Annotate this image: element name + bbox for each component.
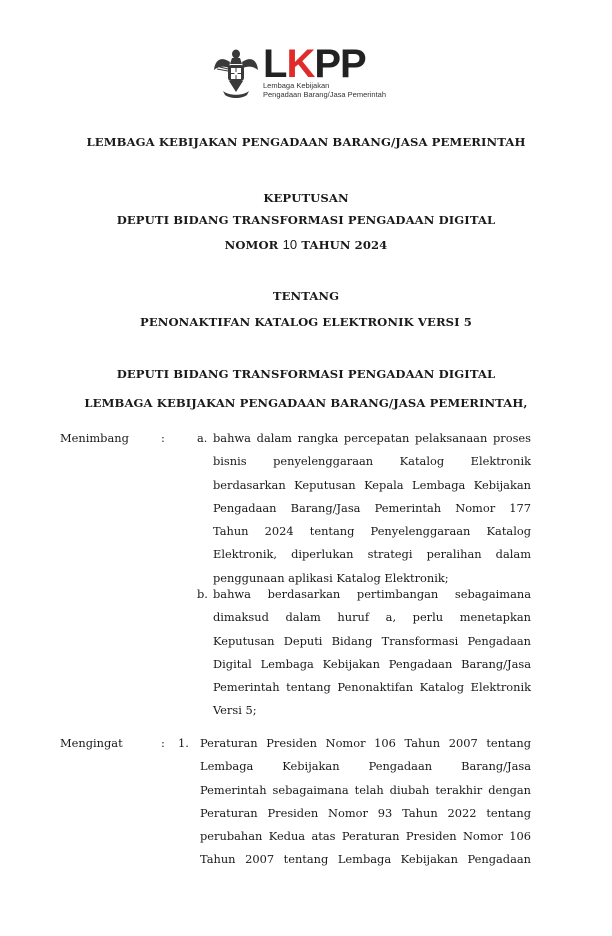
subject-heading: PENONAKTIFAN KATALOG ELEKTRONIK VERSI 5 (140, 315, 472, 329)
text-line: bahwa dalam rangka percepatan pelaksanaan proses (213, 431, 531, 445)
text-line: Tahun 2007 tentang Lembaga Kebijakan Pengadaan (200, 852, 531, 867)
logo-subtitle-line1: Lembaga Kebijakan (263, 81, 330, 90)
text-line: Tahun 2024 tentang Penyelenggaraan Katalog (213, 524, 531, 539)
issuer-heading: DEPUTI BIDANG TRANSFORMASI PENGADAAN DIGITAL (116, 213, 496, 227)
text-line: penggunaan aplikasi Katalog Elektronik; (213, 570, 449, 585)
menimbang-item-b-marker: b. (197, 587, 208, 601)
lkpp-logo (213, 44, 413, 106)
mengingat-colon: : (161, 736, 165, 750)
signatory-line-1: DEPUTI BIDANG TRANSFORMASI PENGADAAN DIGITAL (116, 367, 496, 381)
number-suffix: TAHUN 2024 (301, 238, 388, 252)
text-line: Keputusan Deputi Bidang Transformasi Pengadaan (213, 633, 531, 648)
logo-letter-k: K (286, 42, 315, 86)
text-line: Pengadaan Barang/Jasa Pemerintah Nomor 177 (213, 500, 531, 515)
signatory-line-2: LEMBAGA KEBIJAKAN PENGADAAN BARANG/JASA PEMERINTAH, (84, 396, 528, 410)
logo-subtitle-line2: Pengadaan Barang/Jasa Pemerintah (263, 90, 387, 99)
mengingat-item-1-marker: 1. (178, 736, 189, 750)
text-line: dimaksud dalam huruf a, perlu menetapkan (213, 610, 531, 625)
document-type: KEPUTUSAN (263, 191, 349, 205)
mengingat-item-1-text (200, 732, 531, 872)
document-number (0, 237, 612, 252)
text-line: Peraturan Presiden Nomor 93 Tahun 2022 tentang (200, 805, 531, 820)
menimbang-label: Menimbang (60, 431, 129, 445)
text-line: berdasarkan Keputusan Kepala Lembaga Kebijakan (213, 477, 531, 492)
about-label: TENTANG (272, 289, 340, 303)
number-value: 10 (282, 237, 298, 252)
mengingat-label: Mengingat (60, 736, 123, 750)
text-line: Elektronik, diperlukan strategi peralihan dalam (213, 547, 531, 562)
institution-heading: LEMBAGA KEBIJAKAN PENGADAAN BARANG/JASA PEMERINTAH (86, 135, 526, 149)
text-line: bahwa berdasarkan pertimbangan sebagaimana (213, 587, 531, 601)
text-line: perubahan Kedua atas Peraturan Presiden Nomor 106 (200, 829, 531, 844)
number-prefix: NOMOR (224, 238, 279, 252)
text-line: Peraturan Presiden Nomor 106 Tahun 2007 tentang (200, 736, 531, 750)
garuda-emblem-icon (213, 46, 259, 100)
text-line: bisnis penyelenggaraan Katalog Elektronik (213, 454, 531, 469)
text-line: Pemerintah tentang Penonaktifan Katalog Elektronik (213, 680, 531, 695)
text-line: Pemerintah sebagaimana telah diubah terakhir dengan (200, 782, 531, 797)
logo-subtitle (263, 81, 386, 99)
text-line: Digital Lembaga Kebijakan Pengadaan Barang/Jasa (213, 656, 531, 671)
logo-letter-l: L (263, 42, 287, 86)
menimbang-item-a-text (213, 427, 531, 590)
logo-letters-pp: PP (314, 42, 366, 86)
menimbang-item-a-marker: a. (197, 431, 208, 445)
menimbang-item-b-text (213, 583, 531, 723)
text-line: Versi 5; (213, 703, 257, 718)
text-line: Lembaga Kebijakan Pengadaan Barang/Jasa (200, 759, 531, 774)
menimbang-colon: : (161, 431, 165, 445)
